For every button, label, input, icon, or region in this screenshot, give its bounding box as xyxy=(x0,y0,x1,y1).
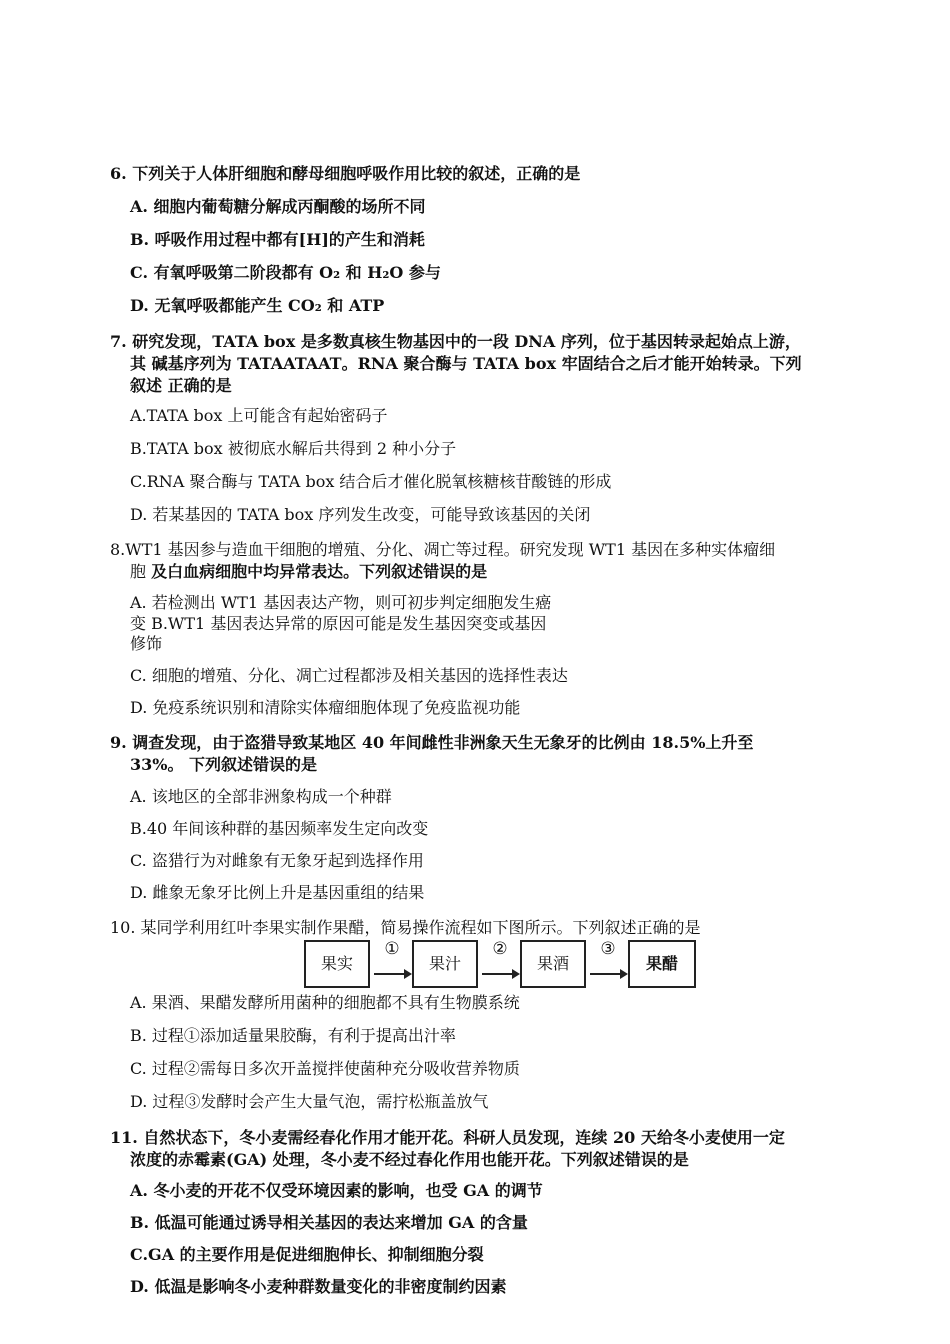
q11-option-c: C.GA 的主要作用是促进细胞伸长、抑制细胞分裂 xyxy=(130,1245,484,1264)
q7-stem-line2: 其 碱基序列为 TATAATAAT。RNA 聚合酶与 TATA box 牢固结合之后才能开始转录。下列 xyxy=(130,354,802,373)
q11-stem-line1: 11. 自然状态下，冬小麦需经春化作用才能开花。科研人员发现，连续 20 天给冬小麦使用一定 xyxy=(110,1128,785,1147)
q10-option-b: B. 过程①添加适量果胶酶，有利于提高出汁率 xyxy=(130,1026,456,1045)
q7-stem-line1: 7. 研究发现，TATA box 是多数真核生物基因中的一段 DNA 序列，位于基因转录起始点上游， xyxy=(110,332,801,351)
q8-stem-line1: 8.WT1 基因参与造血干细胞的增殖、分化、凋亡等过程。研究发现 WT1 基因在多种实体瘤细 xyxy=(110,540,776,559)
q6-stem: 6. 下列关于人体肝细胞和酵母细胞呼吸作用比较的叙述，正确的是 xyxy=(110,164,581,183)
flow-box-fruit: 果实 xyxy=(304,940,370,988)
q10-option-d: D. 过程③发酵时会产生大量气泡，需拧松瓶盖放气 xyxy=(130,1092,489,1111)
q8-option-d: D. 免疫系统识别和清除实体瘤细胞体现了免疫监视功能 xyxy=(130,698,521,717)
flow-arrow-3-icon xyxy=(588,968,628,980)
flow-step-1: ① xyxy=(384,939,400,959)
q8-option-a-line2: 变 B.WT1 基因表达异常的原因可能是发生基因突变或基因 xyxy=(130,614,547,633)
q9-option-b: B.40 年间该种群的基因频率发生定向改变 xyxy=(130,819,429,838)
q6-option-c: C. 有氧呼吸第二阶段都有 O₂ 和 H₂O 参与 xyxy=(130,263,441,282)
q6-option-d: D. 无氧呼吸都能产生 CO₂ 和 ATP xyxy=(130,296,385,315)
flow-step-2: ② xyxy=(492,939,508,959)
q6-option-a: A. 细胞内葡萄糖分解成丙酮酸的场所不同 xyxy=(130,197,426,216)
q9-option-a: A. 该地区的全部非洲象构成一个种群 xyxy=(130,787,392,806)
q10-stem: 10. 某同学利用红叶李果实制作果醋，简易操作流程如下图所示。下列叙述正确的是 xyxy=(110,918,701,937)
q11-option-d: D. 低温是影响冬小麦种群数量变化的非密度制约因素 xyxy=(130,1277,507,1296)
q8-stem-line2-start: 胞 xyxy=(130,562,152,581)
q11-option-a: A. 冬小麦的开花不仅受环境因素的影响，也受 GA 的调节 xyxy=(130,1181,543,1200)
q7-option-b: B.TATA box 被彻底水解后共得到 2 种小分子 xyxy=(130,439,457,458)
q10-option-c: C. 过程②需每日多次开盖搅拌使菌种充分吸收营养物质 xyxy=(130,1059,520,1078)
q8-option-a-line1: A. 若检测出 WT1 基因表达产物，则可初步判定细胞发生癌 xyxy=(130,593,552,612)
q10-option-a: A. 果酒、果醋发酵所用菌种的细胞都不具有生物膜系统 xyxy=(130,993,520,1012)
q6-option-b: B. 呼吸作用过程中都有[H]的产生和消耗 xyxy=(130,230,425,249)
q11-stem-line2: 浓度的赤霉素(GA) 处理，冬小麦不经过春化作用也能开花。下列叙述错误的是 xyxy=(130,1150,689,1169)
q9-stem-line1: 9. 调查发现，由于盗猎导致某地区 40 年间雌性非洲象天生无象牙的比例由 18.5%上升至 xyxy=(110,733,754,752)
q9-option-d: D. 雌象无象牙比例上升是基因重组的结果 xyxy=(130,883,425,902)
flow-box-juice: 果汁 xyxy=(412,940,478,988)
q9-option-c: C. 盗猎行为对雌象有无象牙起到选择作用 xyxy=(130,851,424,870)
q8-stem-line2 xyxy=(130,561,487,583)
q7-option-d: D. 若某基因的 TATA box 序列发生改变，可能导致该基因的关闭 xyxy=(130,505,591,524)
flow-box-vinegar: 果醋 xyxy=(628,940,696,988)
process-flow-diagram xyxy=(304,938,699,992)
flow-step-3: ③ xyxy=(600,939,616,959)
q8-option-a-line3: 修饰 xyxy=(130,634,163,653)
q9-stem-line2: 33%。 下列叙述错误的是 xyxy=(130,755,318,774)
flow-arrow-1-icon xyxy=(372,968,412,980)
q7-option-a: A.TATA box 上可能含有起始密码子 xyxy=(130,406,388,425)
q8-stem-line2-bold: 及白血病细胞中均异常表达。下列叙述错误的是 xyxy=(151,562,488,581)
q11-option-b: B. 低温可能通过诱导相关基因的表达来增加 GA 的含量 xyxy=(130,1213,528,1232)
flow-box-wine: 果酒 xyxy=(520,940,586,988)
q7-option-c: C.RNA 聚合酶与 TATA box 结合后才催化脱氧核糖核苷酸链的形成 xyxy=(130,472,612,491)
q8-option-c: C. 细胞的增殖、分化、凋亡过程都涉及相关基因的选择性表达 xyxy=(130,666,568,685)
q7-stem-line3: 叙述 正确的是 xyxy=(130,376,232,395)
flow-arrow-2-icon xyxy=(480,968,520,980)
